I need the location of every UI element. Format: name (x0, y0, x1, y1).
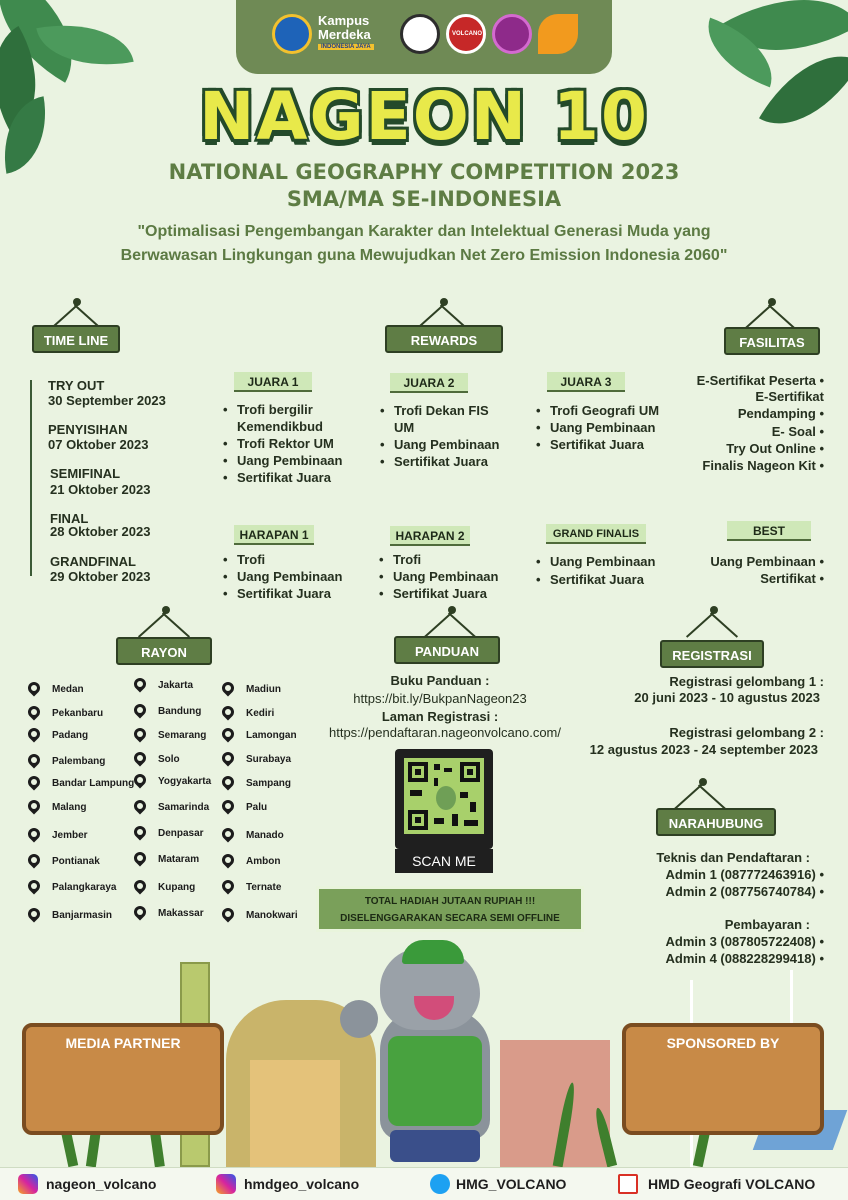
juara2-item: • Uang Pembinaan (394, 436, 499, 453)
rayon-city: Palu (246, 802, 268, 813)
sponsor-title: SPONSORED BY (666, 1035, 780, 1051)
twitter-icon[interactable] (430, 1174, 450, 1194)
juara3-label: JUARA 3 (547, 372, 625, 392)
purple-logo (492, 14, 532, 54)
fasilitas-item: Finalis Nageon Kit • (674, 457, 824, 474)
pembayaran-label: Pembayaran : (724, 917, 810, 932)
harapan2-label: HARAPAN 2 (390, 526, 470, 546)
prize-banner (316, 886, 584, 932)
fasilitas-item: E-Sertifikat Peserta • (674, 372, 824, 389)
timeline-label: PENYISIHAN (48, 422, 128, 437)
sign-string (138, 612, 166, 638)
rayon-city: Pekanbaru (52, 708, 104, 719)
location-pin-icon (132, 750, 149, 767)
instagram-handle[interactable]: hmdgeo_volcano (244, 1176, 360, 1192)
rayon-city: Kupang (158, 882, 196, 893)
kemendikbud-logo (272, 14, 312, 54)
harapan1-item: • Uang Pembinaan (237, 568, 342, 585)
rayon-heading: RAYON (116, 637, 212, 665)
banner-line: DISELENGGARAKAN SECARA SEMI OFFLINE (340, 913, 560, 924)
volcano-logo-text: VOLCANO (452, 31, 482, 37)
sign-string (448, 612, 476, 638)
juara1-label: JUARA 1 (234, 372, 312, 392)
rayon-city: Yogyakarta (158, 776, 212, 787)
rayon-city: Mataram (158, 854, 200, 865)
rayon-city: Ambon (246, 856, 281, 867)
juara1-item: • Trofi bergilir Kemendikbud (237, 401, 347, 435)
juara3-item: • Sertifikat Juara (550, 436, 644, 453)
sign-string (162, 612, 190, 638)
location-pin-icon (132, 798, 149, 815)
rewards-heading: REWARDS (385, 325, 503, 353)
location-pin-icon (132, 850, 149, 867)
sign-string (698, 784, 726, 810)
location-pin-icon (132, 904, 149, 921)
logo-bar (236, 0, 612, 74)
scan-me-label: SCAN ME (395, 849, 493, 873)
rayon-city: Madiun (246, 684, 281, 695)
registrasi-g2-label: Registrasi gelombang 2 : (669, 725, 824, 740)
mascot-vest (388, 1036, 482, 1126)
mascot-cap (402, 940, 464, 964)
rayon-city: Semarang (158, 730, 207, 741)
buku-panduan-link[interactable]: https://bit.ly/BukpanNageon23 (353, 691, 527, 706)
timeline-label: GRANDFINAL (50, 554, 136, 569)
um-logo (400, 14, 440, 54)
timeline-date: 30 September 2023 (48, 393, 166, 408)
juara3-item: • Trofi Geografi UM (550, 402, 659, 419)
location-pin-icon (220, 826, 237, 843)
timeline-date: 07 Oktober 2023 (48, 437, 149, 452)
registrasi-g1-date: 20 juni 2023 - 10 agustus 2023 (634, 690, 820, 705)
banner-line: TOTAL HADIAH JUTAAN RUPIAH !!! (364, 896, 536, 907)
location-pin-icon (220, 798, 237, 815)
sign-string (424, 612, 452, 638)
location-pin-icon (220, 726, 237, 743)
qr-pattern (404, 758, 484, 834)
location-pin-icon (220, 680, 237, 697)
location-pin-icon (26, 774, 43, 791)
admin-contact[interactable]: Admin 2 (087756740784) • (574, 883, 824, 900)
twitter-handle[interactable]: HMG_VOLCANO (456, 1176, 567, 1192)
harapan2-item: • Sertifikat Juara (393, 585, 487, 602)
panduan-heading: PANDUAN (394, 636, 500, 664)
timeline-line (30, 380, 32, 576)
tagline: "Optimalisasi Pengembangan Karakter dan Intelektual Generasi Muda yang Berwawasan Lingkungan guna Mewujudkan Net Zero Emission Indonesia 2060" (120, 223, 728, 264)
rayon-city: Pontianak (52, 856, 100, 867)
best-item: Uang Pembinaan • (680, 553, 824, 570)
harapan2-item: • Uang Pembinaan (393, 568, 498, 585)
rayon-city: Banjarmasin (52, 910, 113, 921)
hmd-logo (538, 14, 578, 54)
narahubung-heading: NARAHUBUNG (656, 808, 776, 836)
sign-string (674, 784, 702, 810)
location-pin-icon (26, 798, 43, 815)
fasilitas-item: E-Sertifikat Pendamping • (724, 388, 824, 422)
harapan1-label: HARAPAN 1 (234, 525, 314, 545)
volcano-logo (446, 14, 486, 54)
rayon-city: Manokwari (246, 910, 298, 921)
laman-registrasi-link[interactable]: https://pendaftaran.nageonvolcano.com/ (329, 725, 561, 740)
rayon-city: Jakarta (158, 680, 194, 691)
sign-string (768, 304, 796, 330)
registrasi-g1-label: Registrasi gelombang 1 : (669, 674, 824, 689)
best-label: BEST (727, 521, 811, 541)
kampus-merdeka-sub: INDONESIA JAYA (318, 44, 374, 50)
email-icon[interactable] (618, 1174, 638, 1194)
harapan2-item: • Trofi (393, 551, 421, 568)
location-pin-icon (220, 774, 237, 791)
grandfinalis-item: • Sertifikat Juara (550, 571, 644, 588)
juara2-item: • Sertifikat Juara (394, 453, 488, 470)
location-pin-icon (220, 852, 237, 869)
admin-contact[interactable]: Admin 1 (087772463916) • (574, 866, 824, 883)
rayon-city: Manado (246, 830, 284, 841)
instagram-handle[interactable]: nageon_volcano (46, 1176, 157, 1192)
buku-panduan-label: Buku Panduan : (390, 673, 490, 688)
location-pin-icon (132, 878, 149, 895)
location-pin-icon (26, 852, 43, 869)
rayon-city: Bandar Lampung (52, 778, 135, 789)
sign-string (686, 612, 714, 638)
timeline-date: 21 Oktober 2023 (50, 482, 151, 497)
location-pin-icon (26, 680, 43, 697)
timeline-label: FINAL (50, 511, 89, 526)
sign-string (710, 612, 738, 638)
instagram-icon[interactable] (18, 1174, 38, 1194)
registrasi-g2-date: 12 agustus 2023 - 24 september 2023 (589, 742, 818, 757)
timeline-date: 29 Oktober 2023 (50, 569, 151, 584)
rayon-city: Surabaya (246, 754, 292, 765)
grandfinalis-item: • Uang Pembinaan (550, 553, 655, 570)
mascot-legs (390, 1130, 480, 1162)
qr-code[interactable] (395, 749, 493, 849)
kampus-merdeka-text: Kampus Merdeka (318, 13, 371, 42)
location-pin-icon (132, 726, 149, 743)
timeline-date: 28 Oktober 2023 (50, 524, 151, 539)
location-pin-icon (26, 704, 43, 721)
rayon-city: Palembang (52, 756, 106, 767)
grandfinalis-label: GRAND FINALIS (546, 524, 646, 544)
admin-contact[interactable]: Admin 4 (088228299418) • (574, 950, 824, 967)
subtitle-audience: SMA/MA SE-INDONESIA (286, 187, 562, 211)
location-pin-icon (26, 906, 43, 923)
rayon-city: Samarinda (158, 802, 210, 813)
location-pin-icon (220, 704, 237, 721)
rayon-city: Sampang (246, 778, 292, 789)
kampus-merdeka-logo (318, 14, 394, 54)
rayon-city: Solo (158, 754, 180, 765)
location-pin-icon (132, 702, 149, 719)
admin-contact[interactable]: Admin 3 (087805722408) • (574, 933, 824, 950)
teknis-label: Teknis dan Pendaftaran : (656, 850, 810, 865)
subtitle-competition: NATIONAL GEOGRAPHY COMPETITION 2023 (168, 160, 680, 184)
rayon-city: Lamongan (246, 730, 297, 741)
location-pin-icon (26, 826, 43, 843)
page-title: NAGEON 10 (199, 78, 649, 155)
location-pin-icon (132, 676, 149, 693)
juara1-item: • Uang Pembinaan (237, 452, 342, 469)
instagram-icon[interactable] (216, 1174, 236, 1194)
location-pin-icon (26, 878, 43, 895)
media-partner-title: MEDIA PARTNER (65, 1035, 181, 1051)
rayon-city: Kediri (246, 708, 275, 719)
rhino-mascot (340, 940, 530, 1165)
rayon-city: Bandung (158, 706, 202, 717)
rayon-city: Jember (52, 830, 88, 841)
email-name[interactable]: HMD Geografi VOLCANO (648, 1176, 816, 1192)
rayon-city: Ternate (246, 882, 282, 893)
rayon-city: Denpasar (158, 828, 204, 839)
juara2-item: • Trofi Dekan FIS UM (394, 402, 506, 436)
harapan1-item: • Sertifikat Juara (237, 585, 331, 602)
sign-string (744, 304, 772, 330)
timeline-label: TRY OUT (48, 378, 105, 393)
rayon-city: Palangkaraya (52, 882, 117, 893)
location-pin-icon (26, 752, 43, 769)
rayon-city: Makassar (158, 908, 204, 919)
rayon-city: Malang (52, 802, 87, 813)
harapan1-item: • Trofi (237, 551, 265, 568)
location-pin-icon (132, 824, 149, 841)
best-item: Sertifikat • (680, 570, 824, 587)
location-pin-icon (220, 906, 237, 923)
fasilitas-item: E- Soal • (674, 423, 824, 440)
rayon-city: Medan (52, 684, 84, 695)
registrasi-heading: REGISTRASI (660, 640, 764, 668)
building (250, 1060, 340, 1167)
location-pin-icon (220, 750, 237, 767)
juara2-label: JUARA 2 (390, 373, 468, 393)
laman-registrasi-label: Laman Registrasi : (381, 709, 499, 724)
location-pin-icon (26, 726, 43, 743)
fasilitas-heading: FASILITAS (724, 327, 820, 355)
mascot-hand (340, 1000, 378, 1038)
juara1-item: • Trofi Rektor UM (237, 435, 334, 452)
juara1-item: • Sertifikat Juara (237, 469, 331, 486)
location-pin-icon (220, 878, 237, 895)
timeline-label: SEMIFINAL (50, 466, 121, 481)
rayon-city: Padang (52, 730, 89, 741)
timeline-heading: TIME LINE (32, 325, 120, 353)
fasilitas-item: Try Out Online • (674, 440, 824, 457)
juara3-item: • Uang Pembinaan (550, 419, 655, 436)
